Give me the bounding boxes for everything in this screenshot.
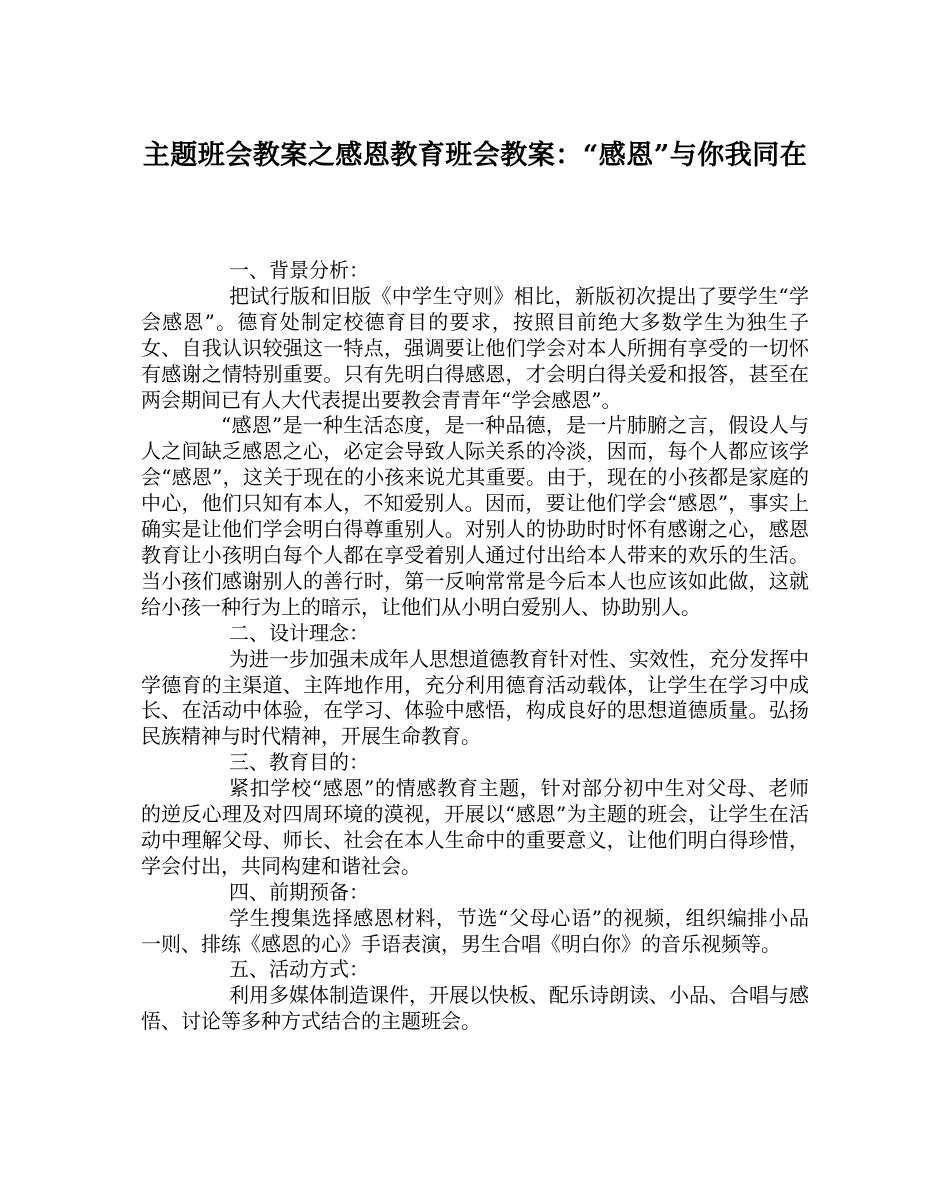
section-heading-preparation: 四、前期预备： [229,879,369,904]
education-goal-paragraph: 紧扣学校“感恩”的情感教育主题，针对部分初中生对父母、老师的逆反心理及对四周环境的漠视，开展以“感恩”为主题的班会，让学生在活动中理解父母、师长、社会在本人生命中的重要意义，让他们明白得珍惜，学会付出，共同构建和谐社会。 [141,776,809,878]
background-paragraph-2: “感恩”是一种生活态度，是一种品德，是一片肺腑之言，假设人与人之间缺乏感恩之心，必定会导致人际关系的冷淡，因而，每个人都应该学会“感恩”，这关于现在的小孩来说尤其重要。由于，现在的小孩都是家庭的中心，他们只知有本人，不知爱别人。因而，要让他们学会“感恩”，事实上确实是让他们学会明白得尊重别人。对别人的协助时时怀有感谢之心，感恩教育让小孩明白每个人都在享受着别人通过付出给本人带来的欢乐的生活。当小孩们感谢别人的善行时，第一反响常常是今后本人也应该如此做，这就给小孩一种行为上的暗示，让他们从小明白爱别人、协助别人。 [141,413,809,619]
document-body [141,258,809,1035]
activity-method-paragraph: 利用多媒体制造课件，开展以快板、配乐诗朗读、小品、合唱与感悟、讨论等多种方式结合的主题班会。 [141,983,809,1034]
section-heading-design-concept: 二、设计理念： [229,620,369,645]
section-heading-education-goal: 三、教育目的： [229,750,369,775]
preparation-paragraph: 学生搜集选择感恩材料，节选“父母心语”的视频，组织编排小品一则、排练《感恩的心》手语表演，男生合唱《明白你》的音乐视频等。 [141,905,809,956]
document-title: 主题班会教案之感恩教育班会教案：“感恩”与你我同在 [142,140,808,171]
background-paragraph-1: 把试行版和旧版《中学生守则》相比，新版初次提出了要学生“学会感恩”。德育处制定校德育目的要求，按照目前绝大多数学生为独生子女、自我认识较强这一特点，强调要让他们学会对本人所拥有享受的一切怀有感谢之情特别重要。只有先明白得感恩，才会明白得关爱和报答，甚至在两会期间已有人大代表提出要教会青青年“学会感恩”。 [141,283,809,412]
section-heading-activity-method: 五、活动方式： [229,957,369,982]
design-concept-paragraph: 为进一步加强未成年人思想道德教育针对性、实效性，充分发挥中学德育的主渠道、主阵地作用，充分利用德育活动载体，让学生在学习中成长、在活动中体验，在学习、体验中感悟，构成良好的思想道德质量。弘扬民族精神与时代精神，开展生命教育。 [141,646,809,749]
section-heading-background: 一、背景分析： [229,258,369,282]
